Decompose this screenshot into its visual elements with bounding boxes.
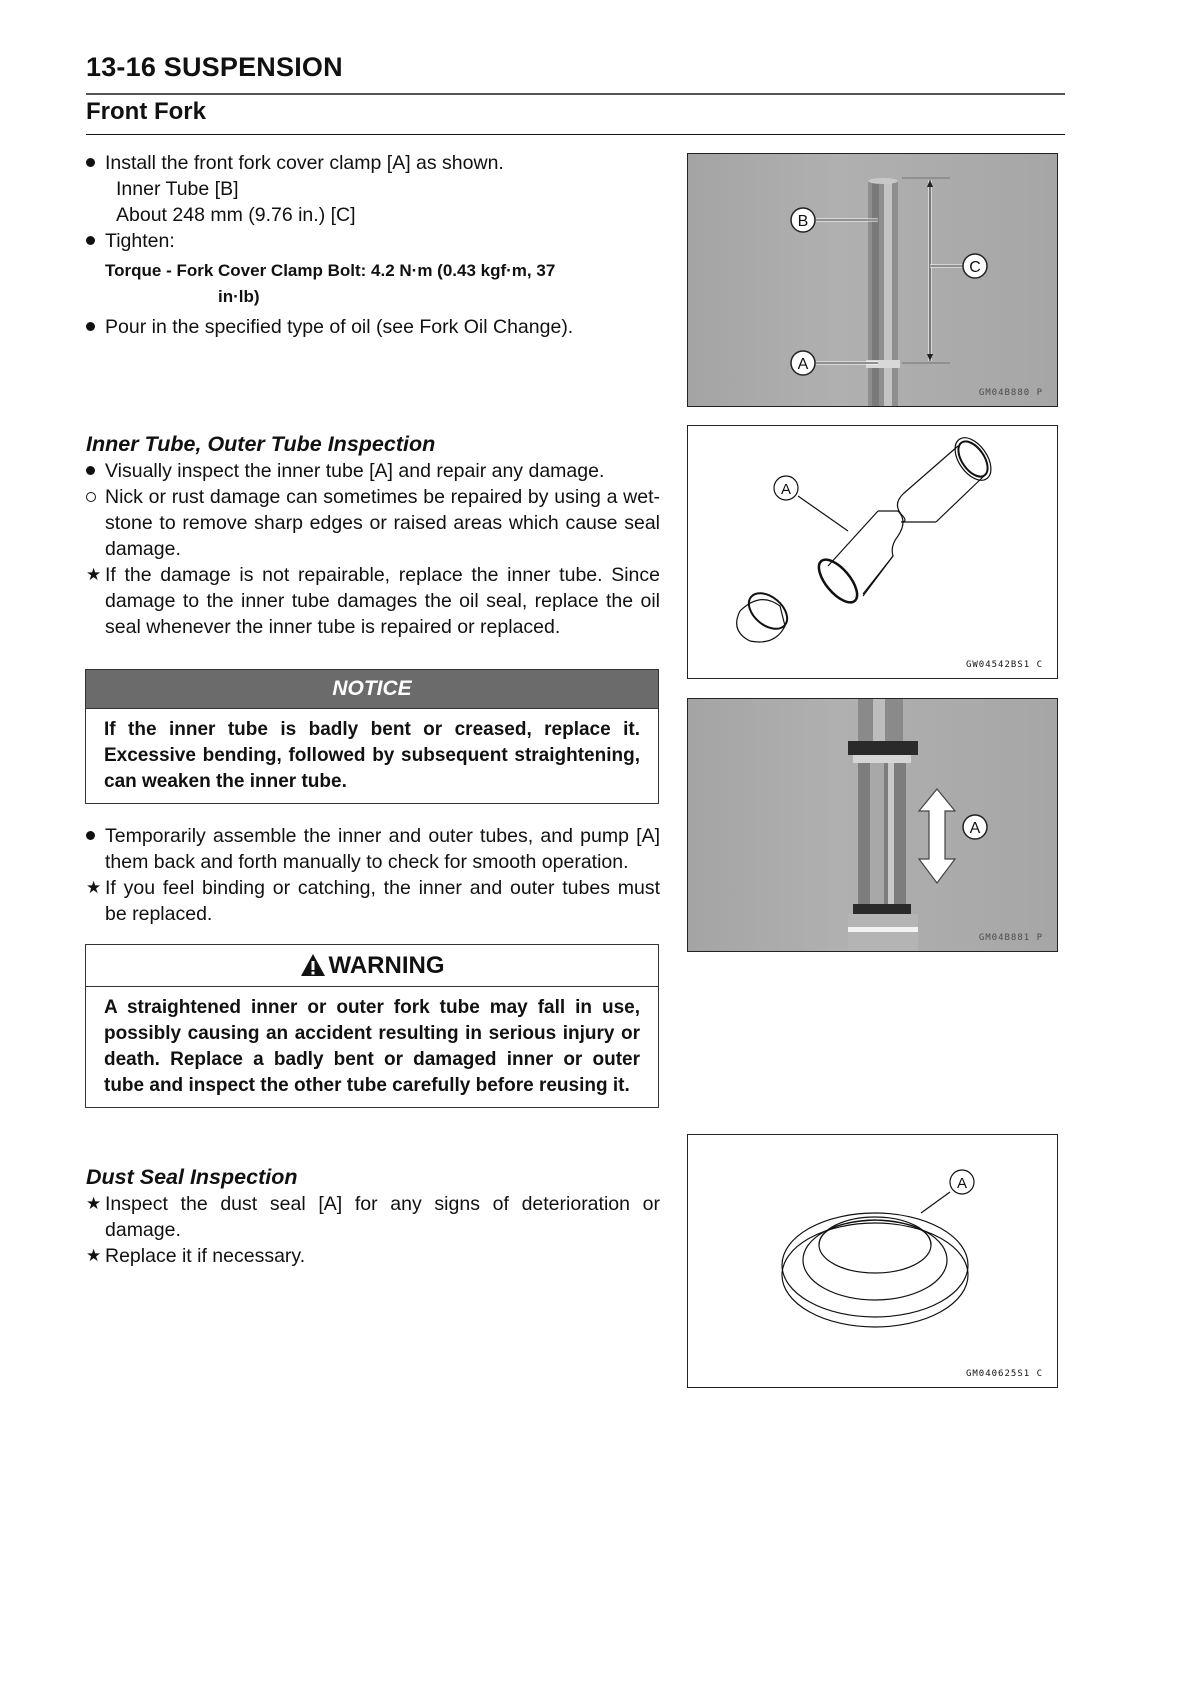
- warning-box: [85, 944, 659, 1108]
- list-item: ★ If the damage is not repairable, replace the inner tube. Since damage to the inner tube damages the oil seal, replace the oil seal whenever the inner tube is repaired or replaced.: [86, 564, 660, 638]
- list-item: ★ Replace it if necessary.: [86, 1245, 306, 1267]
- list-item: Pour in the specified type of oil (see Fork Oil Change).: [86, 314, 660, 340]
- warning-title: WARNING: [328, 952, 445, 979]
- list-item: Temporarily assemble the inner and outer tubes, and pump [A] them back and forth manually to check for smooth operation.: [86, 823, 660, 875]
- notice-body: If the inner tube is badly bent or creased, replace it. Excessive bending, followed by subsequent straightening, can weaken the inner tube.: [104, 719, 640, 792]
- figure-code: GM04B881 P: [978, 933, 1043, 943]
- list-item: Visually inspect the inner tube [A] and repair any damage.: [86, 458, 660, 484]
- svg-text:A: A: [956, 1175, 968, 1192]
- warning-header: [86, 945, 658, 987]
- bullet-icon: [86, 823, 105, 849]
- tube-inspection-block: [86, 430, 660, 640]
- star-icon: ★: [86, 878, 102, 897]
- bullet-icon: [86, 228, 105, 254]
- section-title: Front Fork: [86, 98, 206, 125]
- svg-text:C: C: [969, 259, 981, 276]
- torque-spec: Torque - Fork Cover Clamp Bolt: 4.2 N·m (0.43 kgf·m, 37 in·lb): [105, 261, 556, 306]
- list-item: Tighten:: [86, 228, 660, 254]
- bullet-icon: [86, 314, 105, 340]
- bullet-icon: [86, 150, 105, 176]
- callout-a: [791, 351, 815, 375]
- figure-inner-tube: [687, 425, 1058, 679]
- header-rule: [86, 93, 1065, 95]
- star-icon: ★: [86, 1246, 102, 1265]
- fork-pump-photo: [688, 699, 1058, 952]
- dust-seal-drawing: [688, 1135, 1058, 1388]
- callout-b: [791, 208, 815, 232]
- install-block: [86, 150, 660, 340]
- figure-code: GM04B880 P: [978, 388, 1043, 398]
- subsection-heading: Inner Tube, Outer Tube Inspection: [86, 432, 436, 456]
- star-icon: ★: [86, 565, 102, 584]
- figure-dust-seal: [687, 1134, 1058, 1388]
- list-item: Nick or rust damage can sometimes be repaired by using a wet-stone to remove sharp edges or raised areas which cause seal damage.: [86, 484, 660, 562]
- notice-title: NOTICE: [86, 670, 658, 709]
- callout-c: [963, 254, 987, 278]
- list-item: Inner Tube [B]: [116, 178, 239, 200]
- svg-text:A: A: [780, 481, 792, 498]
- open-circle-icon: [86, 484, 105, 511]
- inner-tube-drawing: [688, 426, 1058, 679]
- pump-check-block: [86, 823, 660, 927]
- figure-fork-cover-clamp: [687, 153, 1058, 407]
- figure-code: GM040625S1 C: [965, 1369, 1043, 1379]
- dust-seal-block: [86, 1163, 660, 1269]
- figure-pump-tubes: [687, 698, 1058, 952]
- svg-text:A: A: [797, 356, 809, 373]
- list-item: ★ If you feel binding or catching, the inner and outer tubes must be replaced.: [86, 877, 660, 925]
- list-item: ★ Inspect the dust seal [A] for any signs of deterioration or damage.: [86, 1193, 660, 1241]
- page-header: 13-16 SUSPENSION: [86, 52, 343, 82]
- subsection-heading: Dust Seal Inspection: [86, 1165, 298, 1189]
- notice-box: [85, 669, 659, 804]
- warning-body: A straightened inner or outer fork tube may fall in use, possibly causing an accident resulting in serious injury or death. Replace a badly bent or damaged inner or outer tube and inspect the other tube carefully before reusing it.: [104, 997, 640, 1096]
- figure-code: GW04542BS1 C: [965, 660, 1043, 670]
- list-item: Install the front fork cover clamp [A] as shown.: [86, 150, 660, 176]
- bullet-icon: [86, 458, 105, 484]
- section-rule: [86, 134, 1065, 135]
- warning-triangle-icon: [300, 953, 326, 977]
- svg-text:A: A: [969, 820, 981, 837]
- star-icon: ★: [86, 1194, 102, 1213]
- fork-tube-photo: [688, 154, 1058, 407]
- svg-text:B: B: [797, 213, 809, 230]
- list-item: About 248 mm (9.76 in.) [C]: [116, 204, 356, 226]
